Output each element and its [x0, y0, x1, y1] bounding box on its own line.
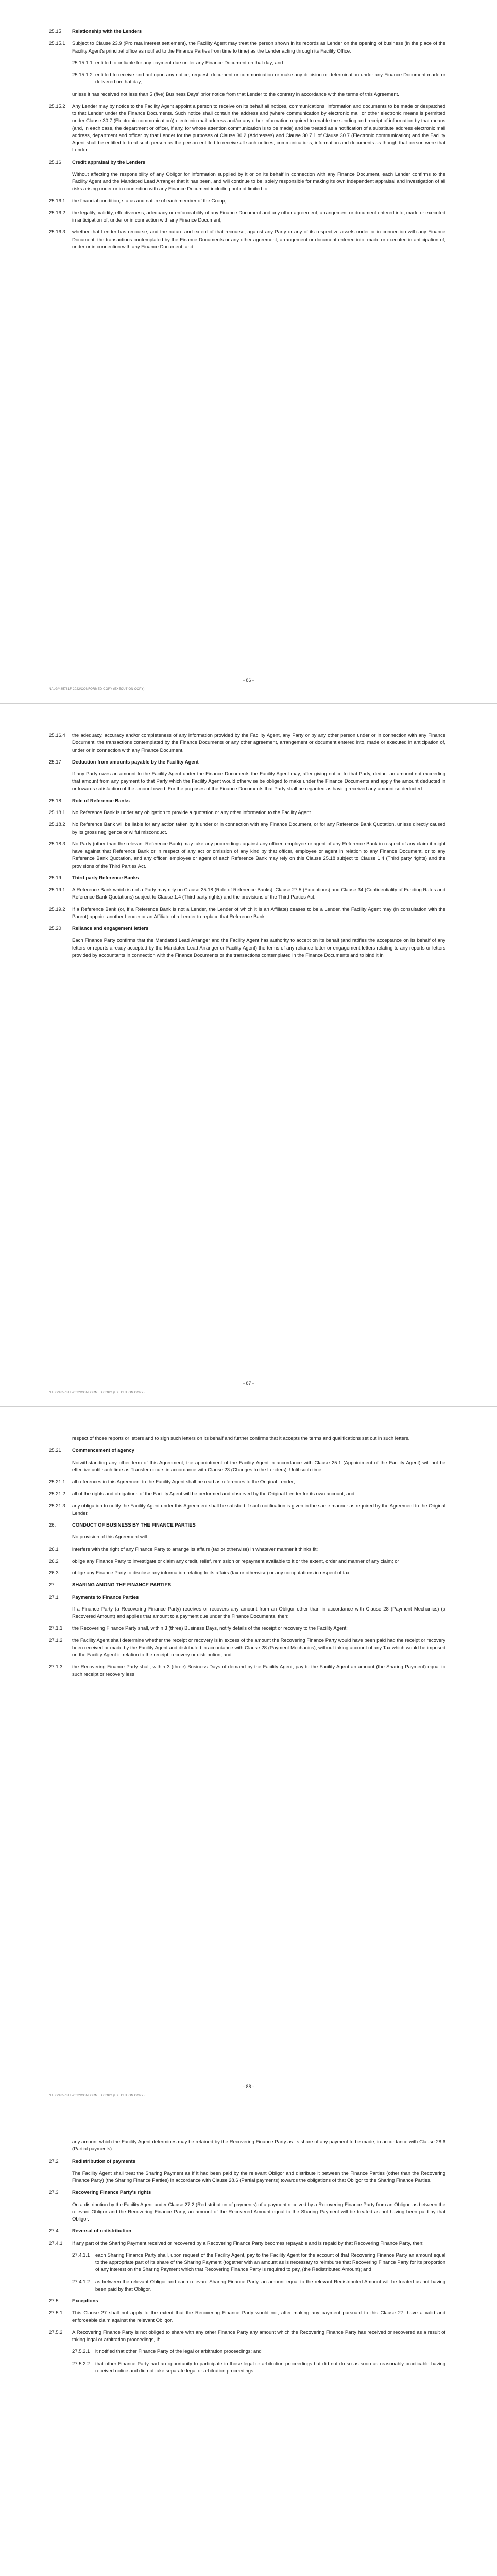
clause-number: 27.5.2 [49, 2329, 63, 2335]
clause-number [49, 2170, 72, 2185]
clause-text: Recovering Finance Party's rights [72, 2190, 151, 2196]
clause-paragraph [49, 2310, 445, 2325]
clause-paragraph [49, 1435, 445, 1443]
clause-number: 27.1.2 [49, 1637, 63, 1643]
clause-number: 25.16.2 [49, 210, 65, 216]
clause-paragraph [49, 2279, 445, 2294]
clause-text: any amount which the Facility Agent determines may be retained by the Recovering Finance Party as its share of any payment to be made, in accordance with Clause 28.6 (Partial payments). [72, 2139, 445, 2153]
clause-text: This Clause 27 shall not apply to the extent that the Recovering Finance Party would not, after making any payment pursuant to this Clause 27, have a valid and enforceable claim against the relevant Obligor. [72, 2310, 445, 2324]
clause-number: 25.21.3 [49, 1503, 65, 1509]
clause-paragraph [49, 1625, 445, 1632]
clause-number [49, 1435, 72, 1443]
clause-number: 25.16.1 [49, 198, 65, 204]
clause-text: If a Reference Bank (or, if a Reference Bank is not a Lender, the Lender of which it is an Affiliate) ceases to be a Lender, the Facility Agent may (in consultation with the Parent) appoint another Lender or an Affiliate of a Lender to replace that Reference Bank. [72, 906, 445, 920]
clause-number: 26.2 [49, 1558, 59, 1564]
clause-paragraph [49, 210, 445, 225]
clause-heading [49, 159, 445, 166]
clause-text: respect of those reports or letters and to sign such letters on its behalf and further confirms that it accepts the terms and qualifications set out in such letters. [72, 1436, 410, 1442]
clause-number: 25.16.3 [49, 229, 65, 235]
clause-number: 25.15.1.2 [72, 72, 93, 78]
clause-number: 26. [49, 1522, 56, 1528]
clause-number: 27.5 [49, 2298, 59, 2304]
clause-paragraph [49, 229, 445, 251]
clause-number [49, 771, 72, 793]
clause-heading [49, 2158, 445, 2165]
clause-text: CONDUCT OF BUSINESS BY THE FINANCE PARTIES [72, 1522, 196, 1528]
clause-paragraph [49, 1570, 445, 1577]
clause-text: Redistribution of payments [72, 2158, 135, 2164]
clause-number: 25.18.2 [49, 822, 65, 828]
clause-number: 27.2 [49, 2158, 59, 2164]
clause-number: 27.1.3 [49, 1664, 63, 1670]
clause-text: oblige any Finance Party to investigate or claim any credit, relief, remission or repayment available to it or the extent, order and manner of any claim; or [72, 1558, 399, 1564]
clause-text: Third party Reference Banks [72, 875, 139, 881]
clause-paragraph [49, 841, 445, 870]
clause-text: A Reference Bank which is not a Party may rely on Clause 25.18 (Role of Reference Banks), Clause 27.5 (Exceptions) and Clause 34 (Confidentiality of Funding Rates and Reference Bank Quotations) subject to Clause 1.4 (Third party rights) and the provisions of the Third Parties Act. [72, 887, 445, 901]
clause-paragraph [49, 2361, 445, 2376]
clause-text: A Recovering Finance Party is not obliged to share with any other Finance Party any amount which the Recovering Finance Party has received or recovered as a result of taking legal or arbitration proceedings, if: [72, 2329, 445, 2343]
clause-heading [49, 28, 445, 36]
clause-number: 25.15.1 [49, 41, 65, 47]
clause-heading [49, 875, 445, 882]
clause-paragraph [49, 2201, 445, 2224]
clause-paragraph [49, 1503, 445, 1518]
clause-text: as between the relevant Obligor and each relevant Sharing Finance Party, an amount equal to the relevant Redistributed Amount will be treated as not having been paid by that Obligor. [95, 2279, 445, 2292]
clause-text: On a distribution by the Facility Agent under Clause 27.2 (Redistribution of payments) of a payment received by a Recovering Finance Party from an Obligor, as between the relevant Obligor and the Recovering Finance Party, an amount of the Recovered Amount equal to the Sharing Payment will be treated as not having been paid by that Obligor. [72, 2201, 445, 2222]
footer-reference: NALG/485781F-2022/CONFORMED COPY (EXECUTION COPY) [49, 1391, 145, 1394]
clause-text: Exceptions [72, 2298, 98, 2304]
clause-number [49, 91, 72, 98]
clause-paragraph [49, 91, 445, 98]
clause-number: 27.5.2.1 [72, 2349, 90, 2355]
clause-paragraph [49, 40, 445, 55]
clause-number: 26.1 [49, 1546, 59, 1552]
footer-reference: NALG/485781F-2022/CONFORMED COPY (EXECUTION COPY) [49, 2094, 145, 2097]
clause-text: it notified that other Finance Party of the legal or arbitration proceedings; and [95, 2349, 262, 2355]
clause-heading [49, 925, 445, 933]
clause-paragraph [49, 821, 445, 836]
clause-number: 25.19.2 [49, 906, 65, 912]
clause-text: Relationship with the Lenders [72, 29, 142, 35]
clause-paragraph [49, 2329, 445, 2344]
clause-paragraph [49, 1558, 445, 1565]
clause-paragraph [49, 72, 445, 87]
clause-text: Credit appraisal by the Lenders [72, 159, 146, 165]
clause-text: Payments to Finance Parties [72, 1594, 139, 1600]
clause-paragraph [49, 2139, 445, 2154]
document-page [0, 1406, 497, 2110]
clause-number: 25.21 [49, 1448, 61, 1454]
clause-paragraph [49, 1664, 445, 1679]
clause-number [49, 1606, 72, 1621]
clause-text: entitled to receive and act upon any notice, request, document or communication or make any decision or determination under any Finance Document made or delivered on that day, [95, 72, 445, 86]
clause-text: the adequacy, accuracy and/or completeness of any information provided by the Facility Agent, any Party or by any other person under or in connection with any Finance Document, the transactions contemplated by the Finance Documents or any other agreement, arrangement or document entered into, made or executed in anticipation of, under or in connection with any Finance Document. [72, 733, 445, 753]
clause-number: 27.1.1 [49, 1625, 63, 1632]
clause-number: 25.15.2 [49, 103, 65, 109]
page-number: - 86 - [243, 677, 254, 683]
clause-text: Without affecting the responsibility of any Obligor for information supplied by it or on its behalf in connection with any Finance Document, each Lender confirms to the Facility Agent and the Mandated Lead Arranger that it has been, and will continue to be, solely responsible for making its own independent appraisal and investigation of all risks arising under or in connection with any Finance Document including but not limited to: [72, 171, 445, 192]
clause-text: Reversal of redistribution [72, 2228, 132, 2234]
clause-text: whether that Lender has recourse, and the nature and extent of that recourse, against any Party or any of its respective assets under or in connection with any Finance Document, the transactions contemplated by the Finance Documents or any other agreement, arrangement or document entered into, made or executed in anticipation of, under or in connection with any Finance Document; and [72, 229, 445, 250]
clause-paragraph [49, 771, 445, 793]
clause-heading [49, 2189, 445, 2196]
clause-paragraph [49, 1460, 445, 1475]
clause-number: 27.1 [49, 1594, 59, 1600]
clause-paragraph [49, 2348, 445, 2355]
clause-text: Reliance and engagement letters [72, 926, 149, 931]
clause-number: 25.19.1 [49, 887, 65, 893]
clause-paragraph [49, 2240, 445, 2247]
clause-text: If any part of the Sharing Payment received or recovered by a Recovering Finance Party becomes repayable and is repaid by that Recovering Finance Party, then: [72, 2240, 424, 2246]
clause-number [49, 1534, 72, 1541]
clause-text: that other Finance Party had an opportunity to participate in those legal or arbitration proceedings but did not do so as soon as reasonably practicable having received notice and did not take separate legal or arbitration proceedings. [95, 2361, 445, 2374]
clause-number: 25.15.1.1 [72, 60, 93, 66]
clause-text: each Sharing Finance Party shall, upon request of the Facility Agent, pay to the Facility Agent for the account of that Recovering Finance Party an amount equal to the appropriate part of its share of the Sharing Payment (together with an amount as is necessary to reimburse that Recovering Finance Party for its proportion of any interest on the Sharing Payment which that Recovering Finance Party is required to pay, (the Redistributed Amount); and [95, 2252, 445, 2273]
clause-heading [49, 2298, 445, 2305]
clause-paragraph [49, 2252, 445, 2274]
clause-text: If any Party owes an amount to the Facility Agent under the Finance Documents the Facility Agent may, after giving notice to that Party, deduct an amount not exceeding that amount from any payment to that Party which the Facility Agent would otherwise be obliged to make under the Finance Documents and apply the amount deducted in or towards satisfaction of the amount owed. For the purposes of the Finance Documents that Party shall be regarded as having received any amount so deducted. [72, 771, 445, 792]
clause-text: the financial condition, status and nature of each member of the Group; [72, 198, 227, 204]
clause-number: 25.15 [49, 29, 61, 35]
clause-paragraph [49, 1546, 445, 1553]
clause-text: No Party (other than the relevant Reference Bank) may take any proceedings against any officer, employee or agent of any Reference Bank in respect of any claim it might have against that Reference Bank or in respect of any act or omission of any kind by that officer, employee or agent in relation to any Finance Document, or to any Reference Bank Quotation, and any officer, employee or agent of each Reference Bank may rely on this Clause 25.18 subject to Clause 1.4 (Third party rights) and the provisions of the Third Parties Act. [72, 841, 445, 869]
clause-paragraph [49, 1490, 445, 1498]
clause-number [49, 2139, 72, 2154]
clause-text: all references in this Agreement to the Facility Agent shall be read as references to the Original Lender; [72, 1479, 295, 1485]
clause-text: Each Finance Party confirms that the Mandated Lead Arranger and the Facility Agent has authority to accept on its behalf (and ratifies the acceptance on its behalf of any letters or reports already accepted by the Mandated Lead Arranger or Facility Agent) the terms of any reliance letter or engagement letters relating to any reports or letters provided by accountants in connection with the Finance Documents or the transactions contemplated in the Finance Documents and to bind it in [72, 938, 445, 958]
clause-text: SHARING AMONG THE FINANCE PARTIES [72, 1582, 172, 1588]
clause-paragraph [49, 732, 445, 754]
clause-paragraph [49, 1637, 445, 1659]
clause-text: any obligation to notify the Facility Agent under this Agreement shall be satisfied if such notification is given in the same manner as required by the Agreement to the Original Lender. [72, 1503, 445, 1516]
clause-text: No Reference Bank will be liable for any action taken by it under or in connection with any Finance Document, or for any Reference Bank Quotation, unless directly caused by its gross negligence or wilful misconduct. [72, 822, 445, 835]
clause-text: the Recovering Finance Party shall, within 3 (three) Business Days, notify details of the receipt or recovery to the Facility Agent; [72, 1625, 348, 1632]
clause-number: 25.21.2 [49, 1491, 65, 1497]
clause-number: 25.17 [49, 759, 61, 765]
clause-paragraph [49, 1606, 445, 1621]
clause-paragraph [49, 103, 445, 155]
clause-number: 27.5.1 [49, 2310, 63, 2316]
clause-number: 25.16.4 [49, 733, 65, 738]
clause-heading [49, 759, 445, 766]
clause-paragraph [49, 887, 445, 902]
clause-text: No provision of this Agreement will: [72, 1534, 148, 1540]
clause-text: the Facility Agent shall determine whether the receipt or recovery is in excess of the amount the Recovering Finance Party would have been paid had the receipt or recovery been received or made by the Facility Agent and distributed in accordance with Clause 28 (Payment Mechanics), without taking account of any Tax which would be imposed on the Facility Agent in relation to the receipt, recovery or distribution; and [72, 1637, 445, 1658]
clause-text: Deduction from amounts payable by the Facility Agent [72, 759, 199, 765]
clause-number [49, 171, 72, 193]
clause-number: 27.4.1.2 [72, 2279, 90, 2285]
clause-heading [49, 1447, 445, 1454]
clause-text: the legality, validity, effectiveness, adequacy or enforceability of any Finance Document and any other agreement, arrangement or document entered into, made or executed in anticipation of, under or in connection with any Finance Document; [72, 210, 445, 223]
clause-heading [49, 798, 445, 805]
clause-paragraph [49, 198, 445, 205]
clause-number: 25.19 [49, 875, 61, 881]
clause-number: 27.4.1.1 [72, 2252, 90, 2258]
clause-text: Notwithstanding any other term of this Agreement, the appointment of the Facility Agent in accordance with Clause 25.1 (Appointment of the Facility Agent) will not be effective until such time as Transfer occurs in accordance with Clause 23 (Changes to the Lenders). Until such time: [72, 1460, 445, 1473]
clause-number: 25.18.1 [49, 810, 65, 816]
clause-heading [49, 1582, 445, 1589]
clause-text: No Reference Bank is under any obligation to provide a quotation or any other information to the Facility Agent. [72, 810, 312, 816]
footer-reference: NALG/485781F-2022/CONFORMED COPY (EXECUTION COPY) [49, 688, 145, 691]
clause-number [49, 1460, 72, 1475]
clause-paragraph [49, 809, 445, 817]
clause-number: 25.16 [49, 159, 61, 165]
page-number: - 88 - [243, 2083, 254, 2089]
clause-text: Any Lender may by notice to the Facility Agent appoint a person to receive on its behalf all notices, communications, information and documents to be made or despatched to that Lender under the Finance Documents. Such notice shall contain the address and (where communication by electronic mail or other electronic means is permitted under Clause 30.7 (Electronic communication)) electronic mail address and/or any other information required to enable the sending and receipt of information by that means (and, in each case, the department or officer, if any, for whose attention communication is to be made) and be treated as a notification of a substitute address electronic mail address, department and officer by that Lender for the purposes of Clause 30.2 (Addresses) and Clause 30.7.1 of Clause 30.7 (Electronic communication) and the Facility Agent shall be entitled to treat such person as the person entitled to receive all such notices, communications, information and documents as though that person were that Lender. [72, 103, 445, 154]
clause-paragraph [49, 1479, 445, 1486]
clause-number: 25.18 [49, 798, 61, 804]
clause-text: The Facility Agent shall treat the Sharing Payment as if it had been paid by the relevant Obligor and distribute it between the Finance Parties (other than the Recovering Finance Party) (the Sharing Finance Parties) in accordance with Clause 28.6 (Partial payments) towards the obligations of that Obligor to the Sharing Finance Parties. [72, 2170, 445, 2183]
clause-text: oblige any Finance Party to disclose any information relating to its affairs (tax or otherwise) or any computations in respect of tax. [72, 1570, 351, 1576]
clause-text: the Recovering Finance Party shall, within 3 (three) Business Days of demand by the Facility Agent, pay to the Facility Agent an amount (the Sharing Payment) equal to such receipt or recovery less [72, 1664, 445, 1677]
clause-paragraph [49, 60, 445, 67]
clause-paragraph [49, 2170, 445, 2185]
clause-number: 27.5.2.2 [72, 2361, 90, 2367]
clause-paragraph [49, 171, 445, 193]
document-page [0, 0, 497, 703]
clause-paragraph [49, 937, 445, 959]
clause-heading [49, 1522, 445, 1529]
clause-heading [49, 1594, 445, 1601]
clause-number: 26.3 [49, 1570, 59, 1576]
clause-text: If a Finance Party (a Recovering Finance Party) receives or recovers any amount from an Obligor other than in accordance with Clause 28 (Payment Mechanics) (a Recovered Amount) and applies that amount to a payment due under the Finance Documents, then: [72, 1606, 445, 1619]
page-number: - 87 - [243, 1380, 254, 1386]
clause-number: 25.18.3 [49, 841, 65, 847]
clause-number: 25.20 [49, 926, 61, 931]
clause-number: 27.3 [49, 2190, 59, 2196]
clause-number [49, 2201, 72, 2224]
document-page [0, 2110, 497, 2576]
document-page [0, 703, 497, 1406]
clause-number: 27. [49, 1582, 56, 1588]
clause-paragraph [49, 906, 445, 921]
clause-number: 27.4.1 [49, 2240, 63, 2246]
clause-text: interfere with the right of any Finance Party to arrange its affairs (tax or otherwise) in whatever manner it thinks fit; [72, 1546, 318, 1552]
clause-text: entitled to or liable for any payment due under any Finance Document on that day; and [95, 60, 283, 66]
clause-text: all of the rights and obligations of the Facility Agent will be performed and observed by the Original Lender for its own account; and [72, 1491, 355, 1497]
clause-paragraph [49, 1534, 445, 1541]
clause-heading [49, 2228, 445, 2235]
clause-number: 27.4 [49, 2228, 59, 2234]
clause-number [49, 937, 72, 959]
clause-number: 25.21.1 [49, 1479, 65, 1485]
clause-text: Subject to Clause 23.9 (Pro rata interest settlement), the Facility Agent may treat the person shown in its records as Lender on the opening of business (in the place of the Facility Agent's principal office as notified to the Finance Parties from time to time) as the Lender acting through its Facility Office: [72, 41, 445, 54]
clause-text: Role of Reference Banks [72, 798, 130, 804]
clause-text: unless it has received not less than 5 (five) Business Days' prior notice from that Lender to the contrary in accordance with the terms of this Agreement. [72, 91, 399, 97]
clause-text: Commencement of agency [72, 1448, 134, 1454]
